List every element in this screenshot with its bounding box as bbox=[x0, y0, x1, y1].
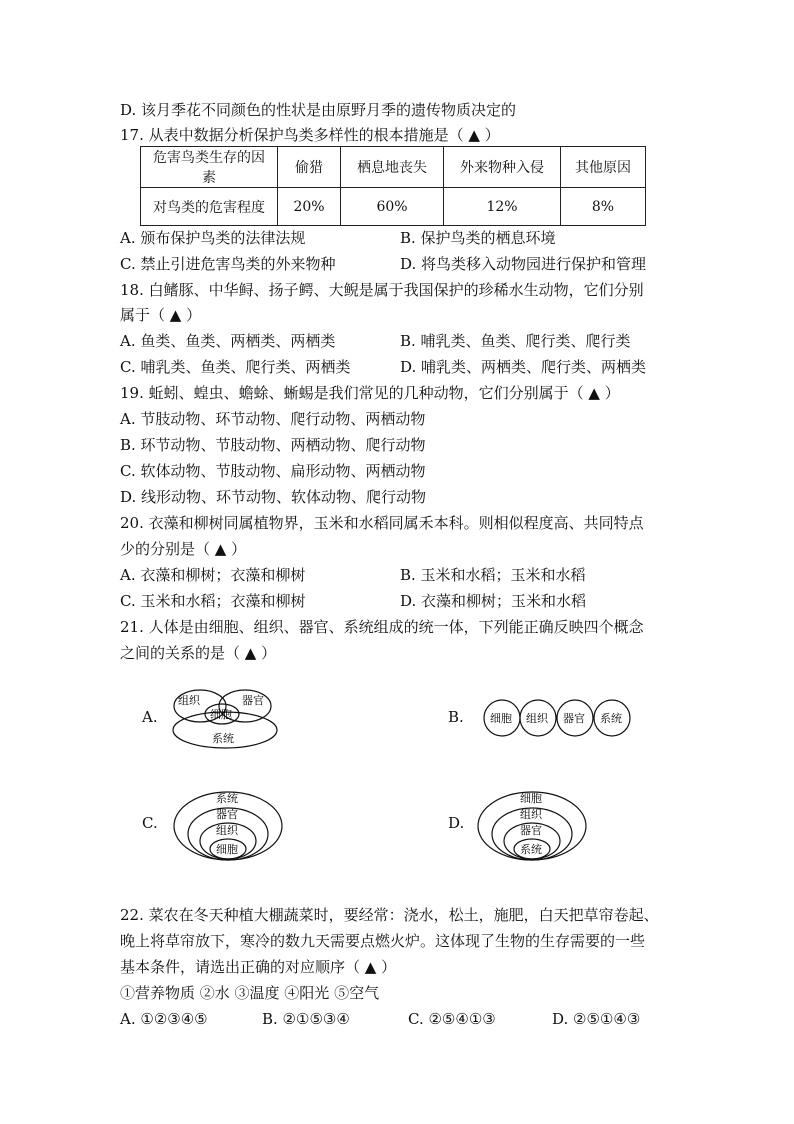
organ-text: 器官 bbox=[520, 824, 542, 837]
q22-option-d: D. ②⑤①④③ bbox=[552, 1010, 641, 1028]
system-text: 系统 bbox=[600, 712, 622, 725]
q18-option-d: D. 哺乳类、两栖类、爬行类、两栖类 bbox=[400, 358, 647, 376]
q21-label-b: B. bbox=[448, 708, 464, 726]
q19-option-d: D. 线形动物、环节动物、软体动物、爬行动物 bbox=[120, 488, 427, 506]
tissue-text: 组织 bbox=[178, 694, 200, 707]
q21-stem-line2: 之间的关系的是（ ▲ ） bbox=[120, 644, 277, 662]
organ-text: 器官 bbox=[216, 808, 238, 821]
system-text: 系统 bbox=[212, 732, 234, 745]
system-text: 系统 bbox=[520, 843, 542, 856]
q18-option-c: C. 哺乳类、鱼类、爬行类、两栖类 bbox=[120, 358, 351, 376]
q21-diagram-a bbox=[170, 682, 280, 752]
q18-option-b: B. 哺乳类、鱼类、爬行类、爬行类 bbox=[400, 332, 631, 350]
q19-option-a: A. 节肢动物、环节动物、爬行动物、两栖动物 bbox=[120, 410, 426, 428]
q17-option-a: A. 颁布保护鸟类的法律法规 bbox=[120, 229, 306, 247]
q17-option-c: C. 禁止引进危害鸟类的外来物种 bbox=[120, 255, 336, 273]
q18-stem-line2: 属于（ ▲ ） bbox=[120, 306, 202, 324]
organ-text: 器官 bbox=[563, 712, 585, 725]
q20-option-a: A. 衣藻和柳树；衣藻和柳树 bbox=[120, 566, 306, 584]
q20-option-d: D. 衣藻和柳树；玉米和水稻 bbox=[400, 592, 587, 610]
cell-text: 细胞 bbox=[216, 843, 238, 856]
q21-diagram-b bbox=[480, 698, 640, 738]
q22-stem-line3: 基本条件，请选出正确的对应顺序（ ▲ ） bbox=[120, 958, 397, 976]
q16-option-d: D. 该月季花不同颜色的性状是由原野月季的遗传物质决定的 bbox=[120, 101, 517, 119]
table-cell: 对鸟类的危害程度 bbox=[141, 188, 278, 226]
cell-text: 细胞 bbox=[210, 708, 232, 721]
system-text: 系统 bbox=[216, 792, 238, 805]
q19-option-b: B. 环节动物、节肢动物、两栖动物、爬行动物 bbox=[120, 436, 426, 454]
tissue-text: 组织 bbox=[520, 808, 542, 821]
q17-option-d: D. 将鸟类移入动物园进行保护和管理 bbox=[400, 255, 647, 273]
table-row bbox=[141, 188, 646, 226]
cell-text: 细胞 bbox=[520, 792, 542, 805]
q17-option-b: B. 保护鸟类的栖息环境 bbox=[400, 229, 556, 247]
q20-stem-line2: 少的分别是（ ▲ ） bbox=[120, 540, 247, 558]
q21-label-c: C. bbox=[142, 814, 158, 832]
tissue-text: 组织 bbox=[216, 824, 238, 837]
table-cell: 20% bbox=[278, 188, 341, 226]
table-cell: 栖息地丧失 bbox=[341, 147, 444, 188]
q20-option-b: B. 玉米和水稻；玉米和水稻 bbox=[400, 566, 586, 584]
q19-stem: 19. 蚯蚓、蝗虫、蟾蜍、蜥蜴是我们常见的几种动物，它们分别属于（ ▲ ） bbox=[120, 384, 620, 402]
q21-label-a: A. bbox=[142, 708, 158, 726]
table-cell: 12% bbox=[444, 188, 561, 226]
table-cell: 偷猎 bbox=[278, 147, 341, 188]
q20-option-c: C. 玉米和水稻；衣藻和柳树 bbox=[120, 592, 306, 610]
q22-stem-line1: 22. 菜农在冬天种植大棚蔬菜时，要经常：浇水，松土，施肥，白天把草帘卷起、 bbox=[120, 906, 659, 924]
q22-option-a: A. ①②③④⑤ bbox=[120, 1010, 208, 1028]
cell-text: 细胞 bbox=[490, 712, 512, 725]
table-cell: 其他原因 bbox=[561, 147, 646, 188]
q22-items: ①营养物质 ②水 ③温度 ④阳光 ⑤空气 bbox=[120, 984, 380, 1002]
table-row bbox=[141, 147, 646, 188]
organ-text: 器官 bbox=[242, 694, 264, 707]
q17-stem: 17. 从表中数据分析保护鸟类多样性的根本措施是（ ▲ ） bbox=[120, 126, 500, 144]
q21-stem-line1: 21. 人体是由细胞、组织、器官、系统组成的统一体，下列能正确反映四个概念 bbox=[120, 618, 644, 636]
q21-diagram-c bbox=[172, 782, 288, 864]
q18-stem-line1: 18. 白鳍豚、中华鲟、扬子鳄、大鲵是属于我国保护的珍稀水生动物，它们分别 bbox=[120, 281, 644, 299]
q17-table bbox=[140, 146, 646, 226]
tissue-text: 组织 bbox=[526, 712, 548, 725]
q22-option-b: B. ②①⑤③④ bbox=[262, 1010, 350, 1028]
table-cell: 8% bbox=[561, 188, 646, 226]
q21-diagram-d bbox=[476, 782, 592, 864]
table-cell: 危害鸟类生存的因素 bbox=[141, 147, 278, 188]
q18-option-a: A. 鱼类、鱼类、两栖类、两栖类 bbox=[120, 332, 336, 350]
table-cell: 60% bbox=[341, 188, 444, 226]
q22-stem-line2: 晚上将草帘放下，寒冷的数九天需要点燃火炉。这体现了生物的生存需要的一些 bbox=[120, 932, 646, 950]
q22-option-c: C. ②⑤④①③ bbox=[408, 1010, 496, 1028]
q21-label-d: D. bbox=[448, 814, 465, 832]
q20-stem-line1: 20. 衣藻和柳树同属植物界，玉米和水稻同属禾本科。则相似程度高、共同特点 bbox=[120, 514, 644, 532]
q19-option-c: C. 软体动物、节肢动物、扁形动物、两栖动物 bbox=[120, 462, 426, 480]
table-cell: 外来物种入侵 bbox=[444, 147, 561, 188]
